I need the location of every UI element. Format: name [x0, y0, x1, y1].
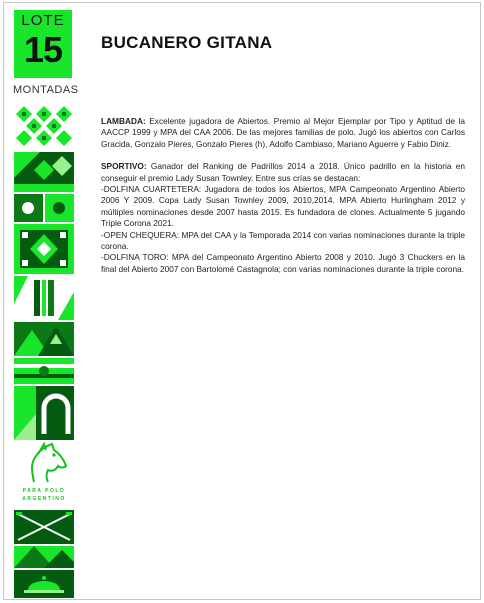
sportivo-lead: SPORTIVO: [101, 161, 147, 172]
lot-category: MONTADAS [13, 84, 79, 96]
lot-label: LOTE [21, 12, 65, 29]
lambada-lead: LAMBADA: [101, 116, 146, 126]
paragraph-sportivo [101, 161, 465, 184]
offspring-item: -DOLFINA CUARTETERA: Jugadora de todos los Abiertos, MPA Campeonato Argentino Abierto 2006 Y 2009. Copa Lady Susan Townley 2009, 2010,2014. MPA Abierto Hurlingham 2012 y múltiples nominaciones desde 2007 hasta 2015. Es fundadora de clones. Actualmente 5 jugando Triple Corona 2021. [101, 184, 465, 229]
decorative-pattern-strip-lower [14, 510, 74, 598]
horse-name: BUCANERO GITANA [101, 33, 273, 52]
horse-head-icon [14, 440, 74, 484]
polo-mallets-icon [14, 510, 74, 598]
paragraph-lambada [101, 116, 465, 150]
decorative-pattern-strip [14, 104, 74, 440]
decorative-pattern-icon [14, 104, 74, 440]
offspring-item: -OPEN CHEQUERA: MPA del CAA y la Temporada 2014 con varias nominaciones durante la triple corona. [101, 229, 465, 252]
pedigree-description [101, 116, 465, 275]
lot-number: 15 [23, 29, 63, 70]
brand-logo [14, 440, 74, 506]
brand-line-1: PARA POLO [22, 488, 66, 494]
lot-badge [14, 10, 72, 78]
brand-line-2: ARGENTINO [22, 496, 66, 502]
sportivo-text: Ganador del Ranking de Padrillos 2014 a 2018. Único padrillo en la historia en conseguir el premio Lady Susan Townley. Entre sus crías se destacan: [101, 161, 465, 183]
offspring-item: -DOLFINA TORO: MPA del Campeonato Argentino Abierto 2008 y 2010. Jugó 3 Chuckers en la final del Abierto 2007 con Bartolomé Castagnola; con varias nominaciones durante la triple corona. [101, 252, 465, 274]
lambada-text: Excelente jugadora de Abiertos. Premio al Mejor Ejemplar por Tipo y Aptitud de la AACCP 1999 y MPA del CAA 2006. De las mejores familias de polo. Jugó los abiertos con Carlos Gracida, Gonzalo Pieres, Gonzalo Pieres (h), Adolfo Cambiaso, Mariano Aguerre y Fabio Diniz. [101, 116, 465, 149]
